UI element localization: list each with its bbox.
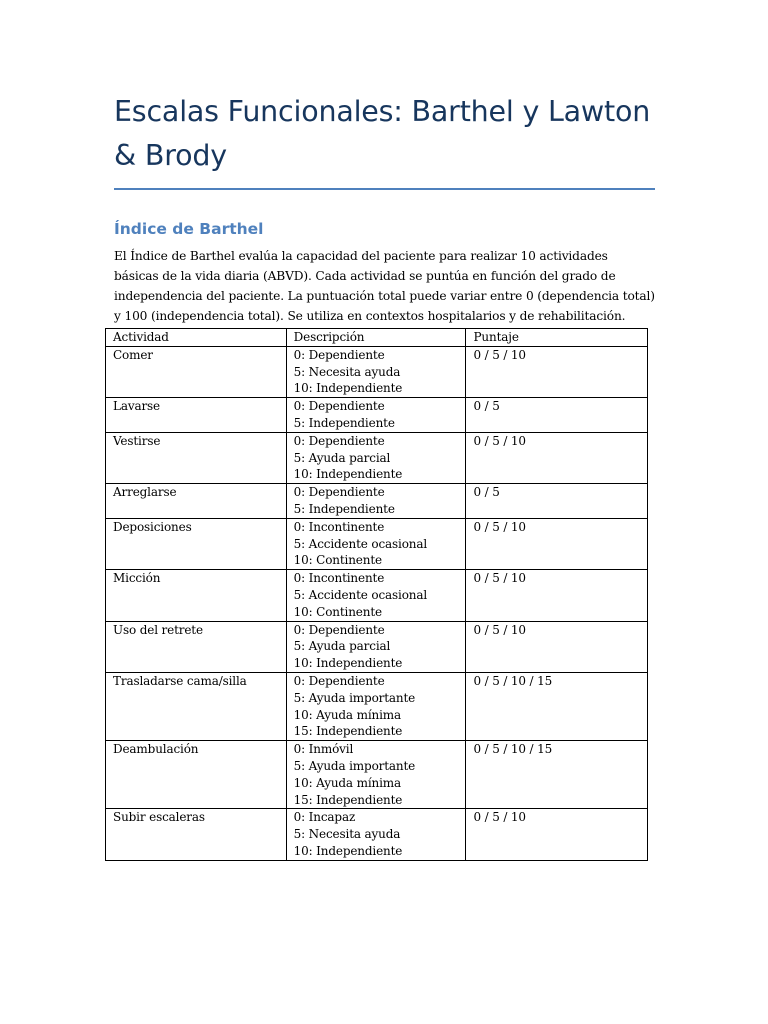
description-line: 5: Ayuda parcial — [293, 450, 391, 465]
activity-cell: Subir escaleras — [106, 809, 287, 860]
description-line: 0: Dependiente — [293, 622, 385, 637]
description-line: 5: Independiente — [293, 415, 395, 430]
table-row — [106, 346, 648, 397]
section-heading: Índice de Barthel — [114, 220, 264, 238]
activity-cell: Comer — [106, 346, 287, 397]
activity-cell: Micción — [106, 570, 287, 621]
description-line: 0: Dependiente — [293, 399, 385, 414]
description-cell — [286, 809, 466, 860]
description-line: 10: Ayuda mínima — [293, 707, 402, 722]
table-row — [106, 672, 648, 740]
description-line: 0: Dependiente — [293, 347, 385, 362]
description-line: 0: Dependiente — [293, 433, 385, 448]
table-row — [106, 398, 648, 433]
title-underline — [114, 188, 655, 190]
description-line: 5: Necesita ayuda — [293, 364, 401, 379]
score-cell: 0 / 5 / 10 — [466, 432, 648, 483]
score-cell: 0 / 5 / 10 / 15 — [466, 741, 648, 809]
intro-paragraph: El Índice de Barthel evalúa la capacidad del paciente para realizar 10 actividades básicas de la vida diaria (ABVD). Cada actividad se puntúa en función del grado de independencia del paciente. La puntuación total puede variar entre 0 (dependencia total) y 100 (independencia total). Se utiliza en contextos hospitalarios y de rehabilitación. — [114, 249, 655, 323]
description-cell — [286, 432, 466, 483]
score-cell: 0 / 5 — [466, 484, 648, 519]
score-cell: 0 / 5 / 10 / 15 — [466, 672, 648, 740]
description-line: 5: Ayuda importante — [293, 690, 416, 705]
table-row — [106, 621, 648, 672]
activity-cell: Trasladarse cama/silla — [106, 672, 287, 740]
description-line: 0: Incontinente — [293, 519, 385, 534]
table-row — [106, 809, 648, 860]
document-page — [114, 90, 655, 326]
description-cell — [286, 621, 466, 672]
description-line: 5: Independiente — [293, 501, 395, 516]
description-cell — [286, 570, 466, 621]
header-descripcion: Descripción — [286, 329, 466, 347]
activity-cell: Lavarse — [106, 398, 287, 433]
description-line: 0: Incapaz — [293, 810, 356, 825]
description-line: 0: Incontinente — [293, 571, 385, 586]
description-cell — [286, 398, 466, 433]
description-cell — [286, 518, 466, 569]
table-row — [106, 484, 648, 519]
description-line: 5: Necesita ayuda — [293, 827, 401, 842]
activity-cell: Uso del retrete — [106, 621, 287, 672]
description-line: 5: Ayuda importante — [293, 758, 416, 773]
table-header-row — [106, 329, 648, 347]
table-row — [106, 570, 648, 621]
header-actividad: Actividad — [106, 329, 287, 347]
score-cell: 0 / 5 — [466, 398, 648, 433]
description-line: 15: Independiente — [293, 792, 403, 807]
description-line: 0: Dependiente — [293, 673, 385, 688]
description-line: 10: Independiente — [293, 467, 403, 482]
score-cell: 0 / 5 / 10 — [466, 570, 648, 621]
score-cell: 0 / 5 / 10 — [466, 518, 648, 569]
description-line: 5: Accidente ocasional — [293, 536, 428, 551]
description-line: 10: Continente — [293, 553, 382, 568]
description-line: 10: Continente — [293, 604, 382, 619]
description-line: 15: Independiente — [293, 724, 403, 739]
table-row — [106, 432, 648, 483]
description-line: 5: Accidente ocasional — [293, 587, 428, 602]
description-line: 0: Dependiente — [293, 485, 385, 500]
score-cell: 0 / 5 / 10 — [466, 346, 648, 397]
description-line: 10: Independiente — [293, 381, 403, 396]
description-cell — [286, 672, 466, 740]
score-cell: 0 / 5 / 10 — [466, 809, 648, 860]
table-body — [106, 346, 648, 860]
document-title: Escalas Funcionales: Barthel y Lawton & Brody — [114, 95, 651, 172]
description-line: 10: Independiente — [293, 656, 403, 671]
description-line: 10: Independiente — [293, 843, 403, 858]
activity-cell: Arreglarse — [106, 484, 287, 519]
header-puntaje: Puntaje — [466, 329, 648, 347]
description-cell — [286, 346, 466, 397]
description-line: 10: Ayuda mínima — [293, 775, 402, 790]
table-row — [106, 741, 648, 809]
description-line: 5: Ayuda parcial — [293, 639, 391, 654]
activity-cell: Vestirse — [106, 432, 287, 483]
description-cell — [286, 741, 466, 809]
description-line: 0: Inmóvil — [293, 742, 354, 757]
activity-cell: Deambulación — [106, 741, 287, 809]
description-cell — [286, 484, 466, 519]
table-row — [106, 518, 648, 569]
barthel-table — [105, 328, 648, 861]
score-cell: 0 / 5 / 10 — [466, 621, 648, 672]
activity-cell: Deposiciones — [106, 518, 287, 569]
